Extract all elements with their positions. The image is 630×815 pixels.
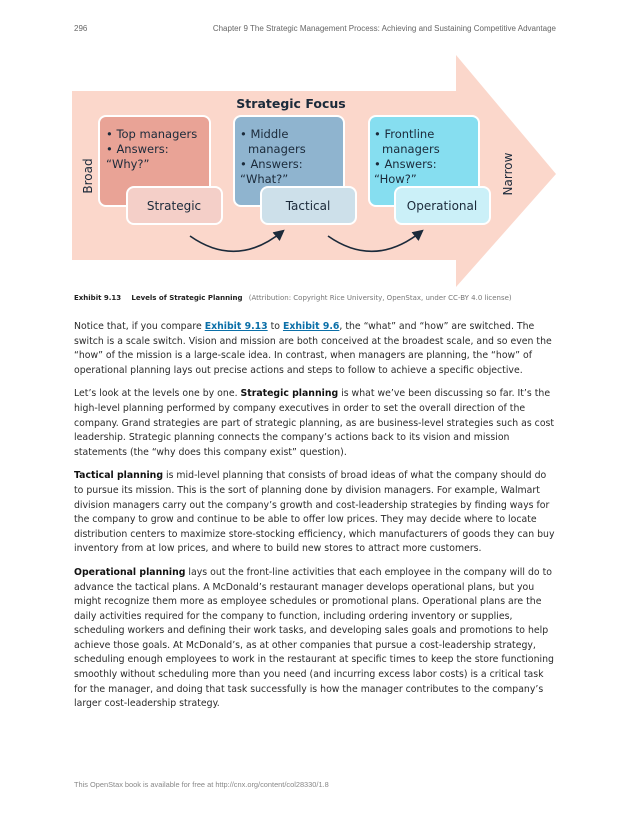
strategic-focus-figure — [72, 55, 556, 293]
p1-text-3: , the “what” and “how” are switched. The switch is a scale switch. Vision and mission are both conceived at the broadest scale, and so even the “how” of the mission is a large-scale idea. In contrast, when managers are planning, the “how” of operational planning lays out precise actions and steps to follow to achieve a specific objective. — [74, 321, 552, 376]
strategic-line-2: • Answers: — [106, 142, 169, 156]
tactical-planning-term: Tactical planning — [74, 470, 164, 482]
operational-line-4: “How?” — [374, 172, 417, 186]
body-text — [74, 320, 556, 721]
page-number: 296 — [74, 24, 88, 33]
figure-title: Strategic Focus — [236, 96, 346, 111]
p2-text-2: is what we’ve been discussing so far. It’s the high-level planning performed by company executives in order to set the overall direction of the company. Grand strategies are part of strategic planning, as are business-level strategies such as cost leadership. Strategic planning connects the company’s actions back to its vision and mission statements (the “why does this company exist” question). — [74, 388, 555, 458]
exhibit-9-6-link[interactable]: Exhibit 9.6 — [282, 321, 340, 332]
operational-line-3: • Answers: — [374, 157, 437, 171]
operational-line-2: managers — [382, 142, 440, 156]
paragraph-3 — [74, 469, 556, 557]
tactical-line-3: • Answers: — [240, 157, 303, 171]
caption-title: Levels of Strategic Planning — [131, 294, 243, 302]
tactical-line-2: managers — [248, 142, 306, 156]
exhibit-9-13-link[interactable]: Exhibit 9.13 — [204, 321, 268, 332]
figure-svg — [72, 55, 556, 293]
page-header — [74, 24, 556, 36]
page-footer: This OpenStax book is available for free at http://cnx.org/content/col28330/1.8 — [74, 780, 329, 789]
broad-label: Broad — [81, 158, 95, 194]
caption-label: Exhibit 9.13 — [74, 294, 122, 302]
caption-attribution: (Attribution: Copyright Rice University, OpenStax, under CC-BY 4.0 license) — [248, 294, 512, 302]
operational-line-1: • Frontline — [374, 127, 435, 141]
p4-text-1: lays out the front-line activities that each employee in the company will do to advance the tactical plans. A McDonald’s restaurant manager develops operational plans, but you might recognize them more as employee schedules or promotional plans. Operational plans are the daily activities required for the company to function, including ordering inventory or supplies, scheduling workers and defining their work tasks, and developing sales goals and promotions to help achieve those goals. At McDonald’s, as at other companies that pursue a cost-leadership strategy, scheduling enough employees to work in the restaurant at specific times to keep the store functioning smoothly without scheduling more than you need (and incurring excess labor costs) is a critical task for the manager, and doing that task successfully is how the manager contributes to the company’s larger cost-leadership strategy. — [74, 566, 554, 710]
operational-label: Operational — [406, 199, 478, 213]
narrow-label: Narrow — [501, 152, 515, 196]
tactical-label: Tactical — [285, 199, 331, 213]
strategic-planning-term: Strategic planning — [240, 388, 339, 400]
p1-text-1: Notice that, if you compare — [74, 321, 205, 332]
figure-caption — [74, 294, 564, 302]
p3-text-1: is mid-level planning that consists of broad ideas of what the company should do to pursue its mission. This is the sort of planning done by division managers. For example, Walmart division managers carry out the company’s growth and cost-leadership strategies by finding ways for the company to grow and continue to be able to offer low prices. They may decide where to locate distribution centers to maximize store-stocking efficiency, which manufacturers of goods they can buy inventory from at low prices, and where to build new stores to attract more customers. — [74, 470, 555, 555]
p2-text-1: Let’s look at the levels one by one. — [74, 388, 241, 400]
chapter-title: Chapter 9 The Strategic Management Process: Achieving and Sustaining Competitive Advantage — [212, 24, 556, 33]
tactical-line-4: “What?” — [240, 172, 289, 186]
strategic-label: Strategic — [146, 199, 202, 213]
paragraph-4 — [74, 566, 556, 712]
p1-text-2: to — [267, 321, 283, 332]
tactical-line-1: • Middle — [240, 127, 289, 141]
operational-planning-term: Operational planning — [74, 566, 186, 578]
paragraph-1 — [74, 320, 556, 378]
paragraph-2 — [74, 387, 556, 460]
strategic-line-3: “Why?” — [106, 157, 150, 171]
strategic-line-1: • Top managers — [106, 127, 198, 141]
